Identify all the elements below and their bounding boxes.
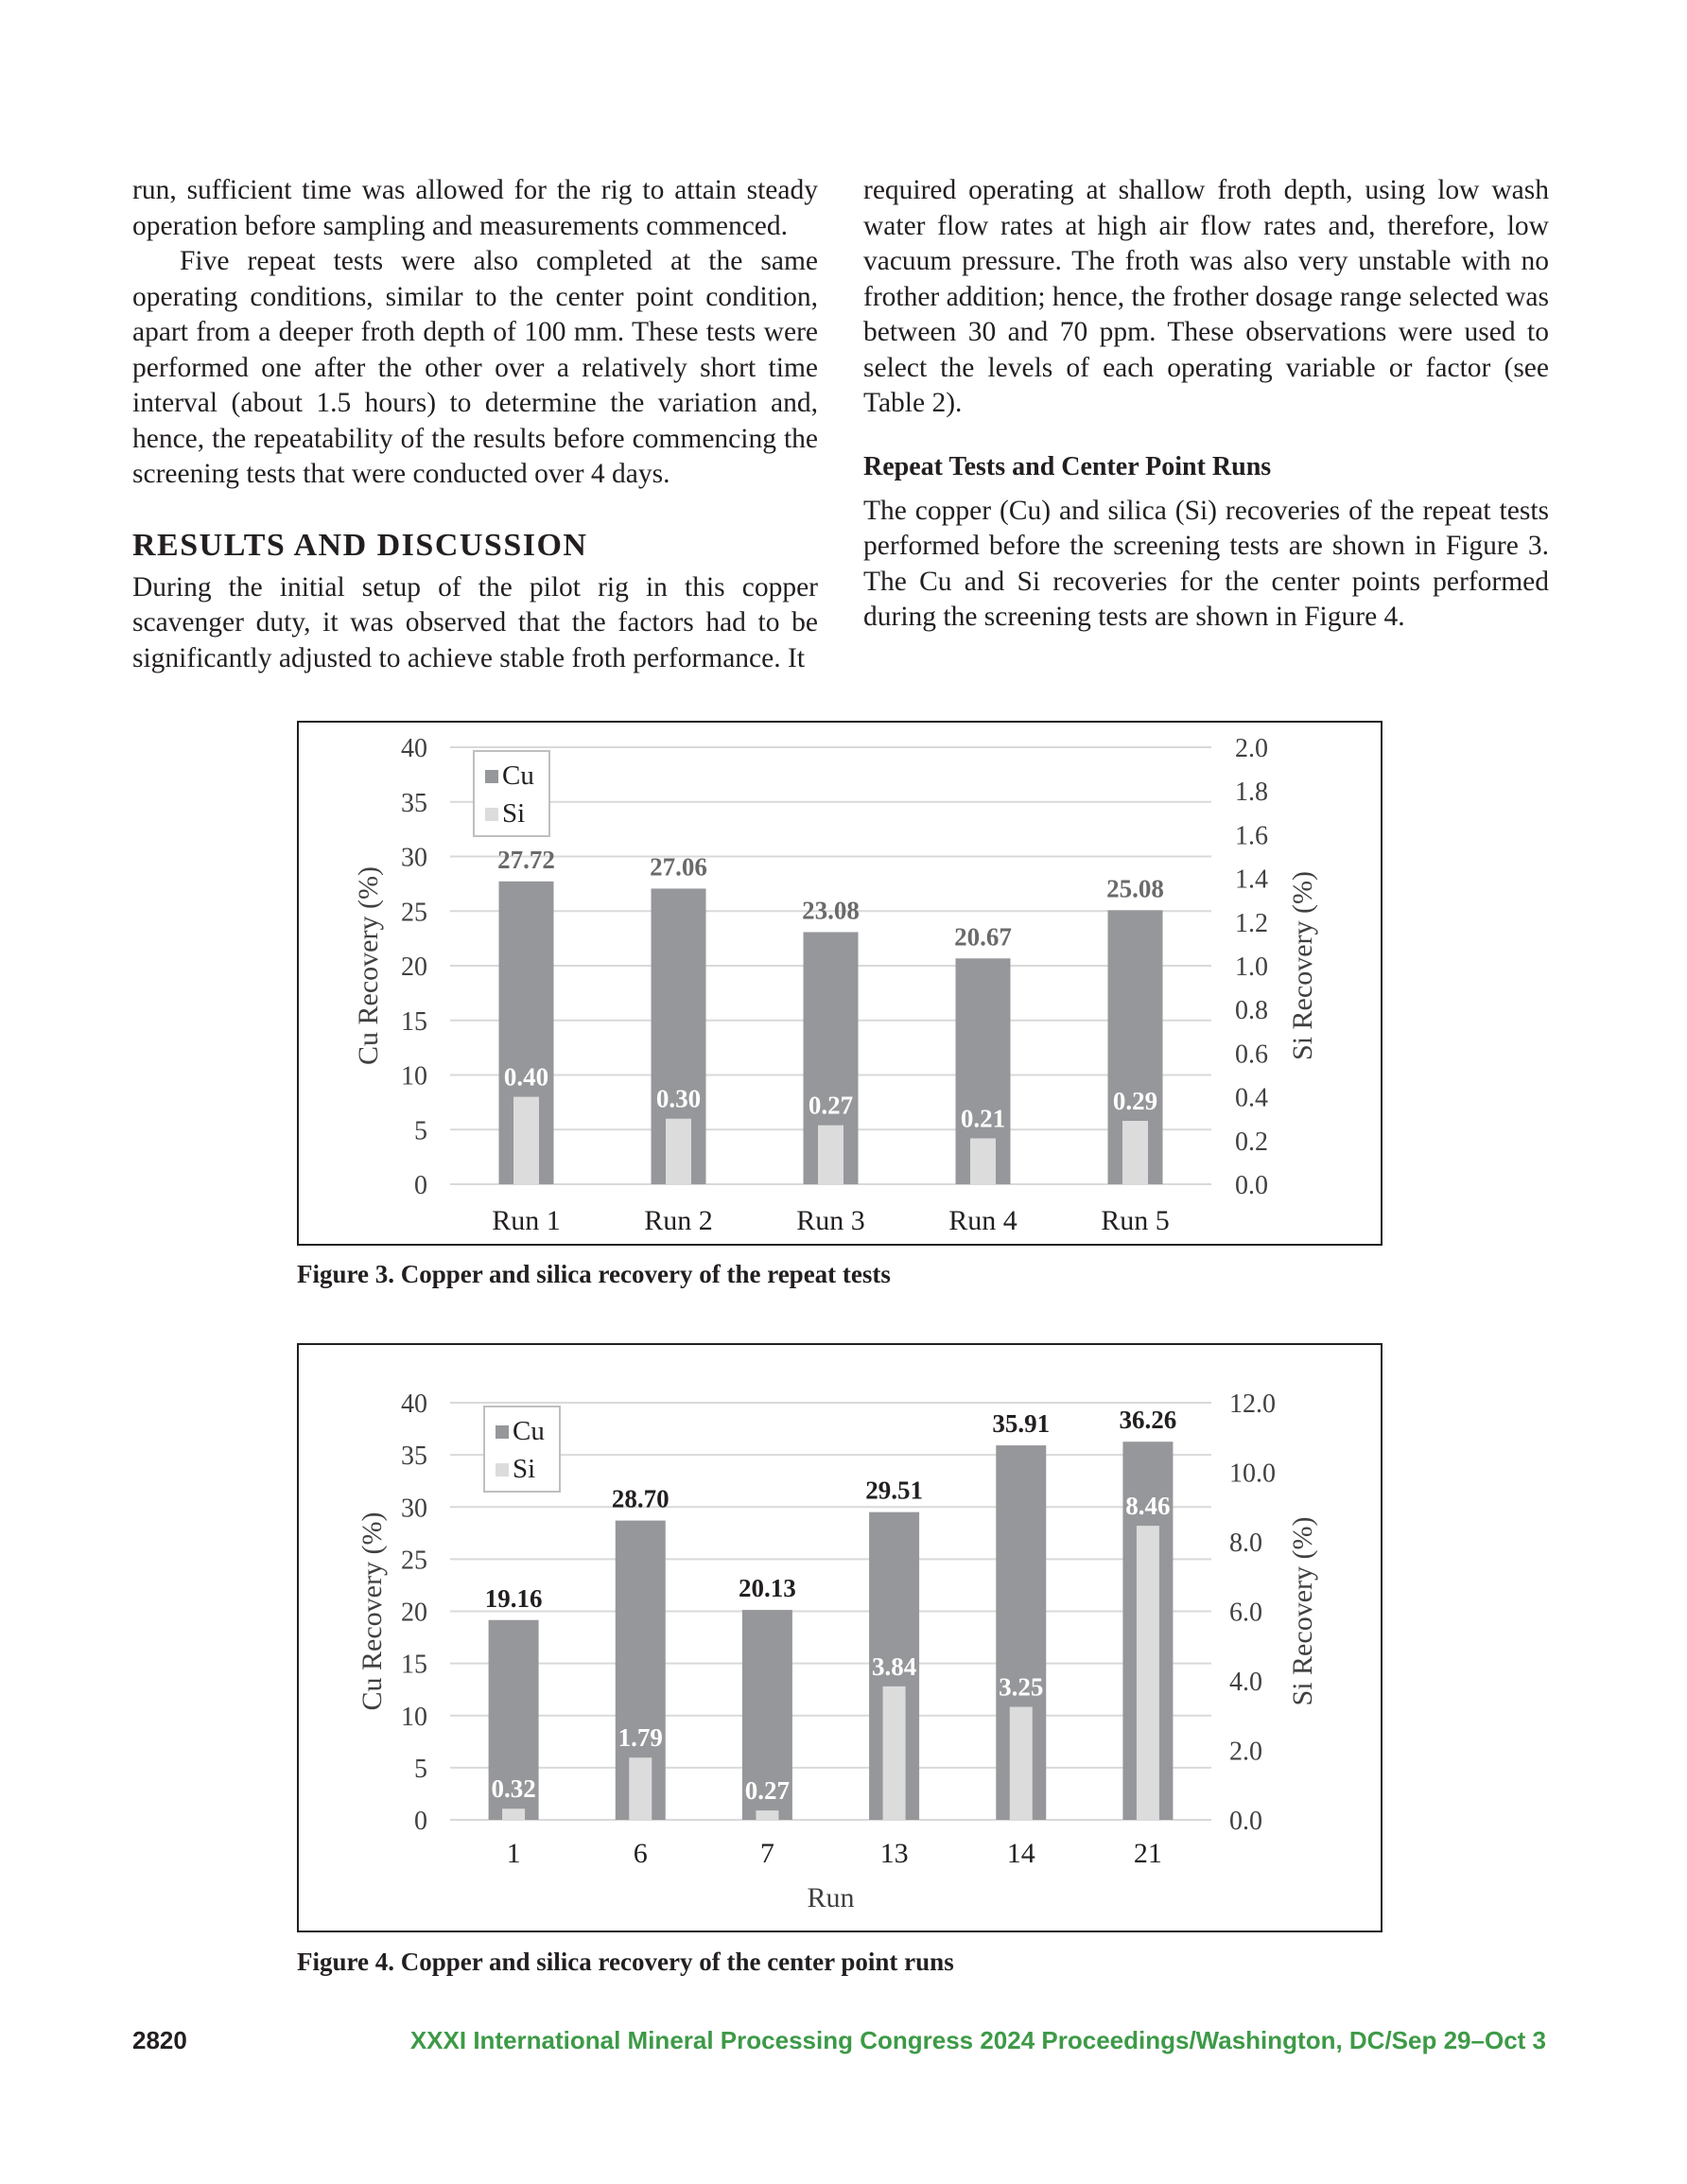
fig4-y-axis-title: Cu Recovery (%) <box>357 1511 388 1711</box>
fig4-y-tick-label: 10 <box>401 1702 427 1732</box>
fig4-si-bar <box>883 1686 906 1820</box>
fig4-si-bar <box>629 1757 652 1820</box>
fig3-y-tick-label: 20 <box>401 952 427 982</box>
fig3-si-data-label: 0.21 <box>960 1104 1006 1133</box>
fig4-legend-si-label: Si <box>513 1454 536 1484</box>
fig4-y-tick-label: 30 <box>401 1494 427 1524</box>
fig3-y-tick-label: 25 <box>401 898 427 928</box>
fig4-x-tick-label: 7 <box>759 1838 774 1869</box>
fig3-y-axis-title: Cu Recovery (%) <box>353 866 384 1065</box>
left-paragraph-3: During the initial setup of the pilot rig in this copper scavenger duty, it was observed that the factors had to be significantly adjusted to achieve stable froth performance. It <box>132 571 818 673</box>
fig4-x-tick-label: 6 <box>633 1838 648 1869</box>
fig4-si-data-label: 3.84 <box>871 1651 917 1681</box>
fig3-x-tick-label: Run 5 <box>1101 1205 1170 1236</box>
fig3-y2-tick-label: 0.0 <box>1235 1171 1268 1200</box>
fig4-y-tick-label: 15 <box>401 1650 427 1680</box>
fig4-x-axis-title: Run <box>807 1882 855 1913</box>
fig3-y-tick-label: 5 <box>414 1116 427 1146</box>
figure-3-caption: Figure 3. Copper and silica recovery of the repeat tests <box>297 1260 891 1288</box>
fig3-legend-si-swatch <box>485 808 498 821</box>
fig3-x-tick-label: Run 4 <box>948 1205 1017 1236</box>
fig3-y-tick-label: 30 <box>401 843 427 873</box>
footer-text: XXXI International Mineral Processing Congress 2024 Proceedings/Washington, DC/Sep 29–Oct 3 <box>409 2026 1546 2054</box>
fig3-si-data-label: 0.27 <box>808 1091 854 1120</box>
figure-4-chart <box>297 1343 1383 1932</box>
fig3-y2-tick-label: 1.4 <box>1235 865 1268 895</box>
fig3-y2-axis-title: Si Recovery (%) <box>1287 871 1318 1060</box>
fig4-si-bar <box>756 1810 778 1820</box>
fig4-si-data-label: 3.25 <box>999 1672 1044 1702</box>
fig4-si-bar <box>1137 1526 1159 1820</box>
fig3-si-data-label: 0.29 <box>1112 1087 1158 1116</box>
left-paragraph-1: run, sufficient time was allowed for the rig to attain steady operation before sampling and measurements commenced. <box>132 175 818 241</box>
fig4-y-tick-label: 25 <box>401 1546 427 1576</box>
subsection-heading: Repeat Tests and Center Point Runs <box>863 451 1272 481</box>
fig4-y2-tick-label: 12.0 <box>1229 1389 1276 1419</box>
fig4-legend-cu-label: Cu <box>513 1416 545 1446</box>
section-heading: RESULTS AND DISCUSSION <box>132 527 588 563</box>
fig3-si-bar <box>970 1138 996 1184</box>
fig4-si-data-label: 8.46 <box>1125 1492 1171 1521</box>
fig4-y2-tick-label: 0.0 <box>1229 1807 1262 1836</box>
fig4-si-data-label: 0.27 <box>744 1776 791 1806</box>
fig3-y2-tick-label: 1.2 <box>1235 908 1268 938</box>
fig3-cu-data-label: 27.06 <box>650 852 707 882</box>
fig3-y-tick-label: 40 <box>401 734 427 763</box>
fig4-legend-cu-swatch <box>496 1425 509 1439</box>
fig4-y2-axis-title: Si Recovery (%) <box>1287 1516 1318 1706</box>
figure-3-chart <box>297 721 1383 1246</box>
fig4-legend-si-swatch <box>496 1463 509 1476</box>
fig4-x-tick-label: 1 <box>506 1838 521 1869</box>
fig4-y2-tick-label: 6.0 <box>1229 1598 1262 1628</box>
fig4-x-tick-label: 21 <box>1133 1838 1162 1869</box>
page-number: 2820 <box>132 2026 187 2054</box>
fig4-y-tick-label: 40 <box>401 1389 427 1419</box>
fig4-cu-data-label: 20.13 <box>739 1574 796 1603</box>
fig3-x-tick-label: Run 3 <box>796 1205 865 1236</box>
fig4-x-tick-label: 13 <box>879 1838 909 1869</box>
fig3-y2-tick-label: 0.4 <box>1235 1083 1268 1113</box>
fig4-x-tick-label: 14 <box>1006 1838 1035 1869</box>
left-paragraph-2: Five repeat tests were also completed at the same operating conditions, similar to the center point condition, apart from a deeper froth depth of 100 mm. These tests were performed one after the other over a relatively short time interval (about 1.5 hours) to determine the variation and, hence, the repeatability of the results before commencing the screening tests that were conducted over 4 days. <box>132 246 818 489</box>
fig4-y-tick-label: 35 <box>401 1441 427 1472</box>
fig3-y2-tick-label: 0.2 <box>1235 1127 1268 1157</box>
fig4-cu-data-label: 36.26 <box>1119 1406 1177 1435</box>
right-paragraph-2: The copper (Cu) and silica (Si) recoveries of the repeat tests performed before the screening tests are shown in Figure 3. The Cu and Si recoveries for the center points performed during the screening tests are shown in Figure 4. <box>863 495 1549 632</box>
fig4-si-bar <box>502 1808 525 1820</box>
figure-3-svg <box>299 723 1381 1244</box>
left-column <box>132 173 818 676</box>
fig3-legend-cu-swatch <box>485 770 498 783</box>
fig4-si-data-label: 1.79 <box>617 1723 663 1753</box>
fig3-y-tick-label: 0 <box>414 1171 427 1200</box>
fig3-x-tick-label: Run 2 <box>644 1205 713 1236</box>
fig3-si-bar <box>818 1126 844 1184</box>
fig3-cu-data-label: 25.08 <box>1106 874 1164 903</box>
right-paragraph-1: required operating at shallow froth depth, using low wash water flow rates at high air flow rates and, therefore, low vacuum pressure. The froth was also very unstable with no frother addition; hence, the frother dosage range selected was between 30 and 70 ppm. These observations were used to select the levels of each operating variable or factor (see Table 2). <box>863 175 1549 418</box>
fig3-y2-tick-label: 1.6 <box>1235 821 1268 851</box>
fig4-y2-tick-label: 4.0 <box>1229 1668 1262 1697</box>
fig3-si-bar <box>513 1097 539 1184</box>
figure-4-svg <box>299 1345 1381 1931</box>
fig3-y-tick-label: 35 <box>401 788 427 818</box>
fig4-si-data-label: 0.32 <box>491 1774 536 1804</box>
fig4-y-tick-label: 0 <box>414 1807 427 1836</box>
fig3-si-bar <box>666 1119 691 1184</box>
fig4-y2-tick-label: 10.0 <box>1229 1459 1276 1489</box>
fig4-cu-data-label: 29.51 <box>865 1476 923 1505</box>
fig3-legend-si-label: Si <box>502 798 526 829</box>
fig3-y2-tick-label: 1.0 <box>1235 952 1268 982</box>
fig3-y-tick-label: 10 <box>401 1061 427 1092</box>
right-column <box>863 173 1549 636</box>
fig3-y-tick-label: 15 <box>401 1006 427 1037</box>
fig3-cu-data-label: 27.72 <box>497 845 555 874</box>
fig3-y2-tick-label: 0.8 <box>1235 996 1268 1026</box>
figure-4-caption: Figure 4. Copper and silica recovery of the center point runs <box>297 1948 954 1976</box>
fig3-si-bar <box>1122 1121 1148 1184</box>
fig3-y2-tick-label: 0.6 <box>1235 1040 1268 1070</box>
fig4-cu-data-label: 35.91 <box>992 1409 1051 1439</box>
fig3-cu-data-label: 23.08 <box>802 896 860 925</box>
fig4-y-tick-label: 5 <box>414 1754 427 1784</box>
fig3-cu-data-label: 20.67 <box>954 922 1012 952</box>
fig3-si-data-label: 0.40 <box>503 1062 549 1092</box>
fig4-cu-data-label: 28.70 <box>611 1484 670 1513</box>
fig3-x-tick-label: Run 1 <box>492 1205 561 1236</box>
fig3-legend-cu-label: Cu <box>502 760 534 791</box>
fig4-si-bar <box>1010 1707 1033 1820</box>
fig3-y2-tick-label: 2.0 <box>1235 734 1268 763</box>
fig4-y2-tick-label: 2.0 <box>1229 1737 1262 1767</box>
fig3-si-data-label: 0.30 <box>655 1084 702 1113</box>
fig3-y2-tick-label: 1.8 <box>1235 778 1268 808</box>
fig4-cu-data-label: 19.16 <box>484 1583 543 1613</box>
fig4-y2-tick-label: 8.0 <box>1229 1529 1262 1558</box>
fig4-y-tick-label: 20 <box>401 1598 427 1628</box>
